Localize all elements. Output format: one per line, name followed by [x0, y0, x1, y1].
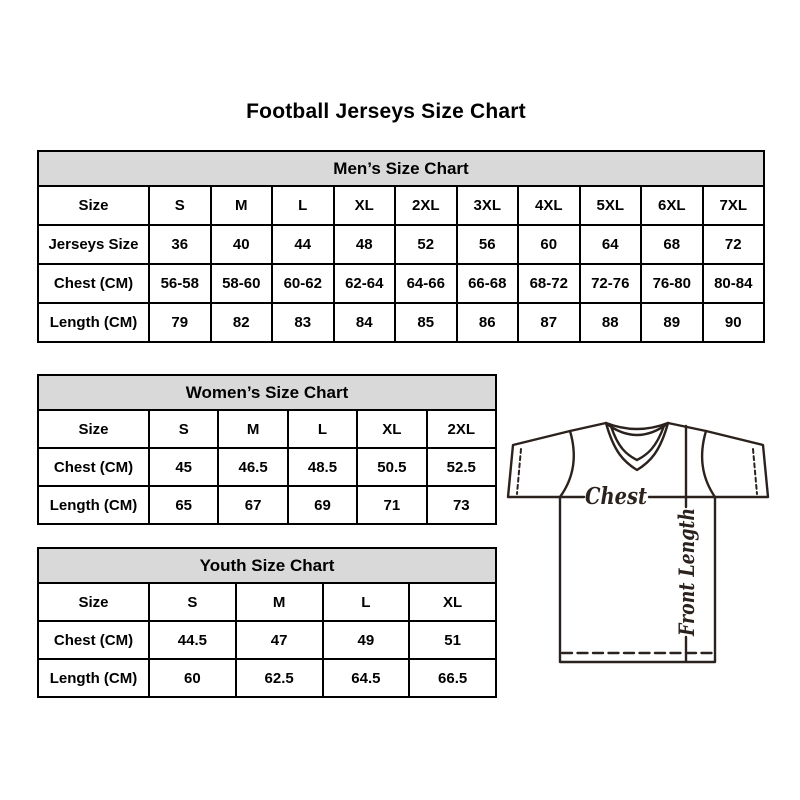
value-cell: M — [211, 186, 273, 225]
table-row — [38, 448, 496, 486]
value-cell: XL — [409, 583, 496, 621]
front-length-label: Front Length — [674, 481, 699, 636]
mens-table-title: Men’s Size Chart — [38, 151, 764, 186]
table-row — [38, 621, 496, 659]
value-cell: 83 — [272, 303, 334, 342]
value-cell: 5XL — [580, 186, 642, 225]
table-row — [38, 264, 764, 303]
value-cell: L — [272, 186, 334, 225]
table-title-row — [38, 375, 496, 410]
value-cell: 66-68 — [457, 264, 519, 303]
row-label-cell: Length (CM) — [38, 659, 149, 697]
table-row — [38, 225, 764, 264]
value-cell: S — [149, 186, 211, 225]
value-cell: 90 — [703, 303, 765, 342]
value-cell: 88 — [580, 303, 642, 342]
jersey-right-armhole — [702, 431, 715, 497]
value-cell: 6XL — [641, 186, 703, 225]
value-cell: 36 — [149, 225, 211, 264]
value-cell: 86 — [457, 303, 519, 342]
value-cell: 64.5 — [323, 659, 410, 697]
value-cell: 47 — [236, 621, 323, 659]
value-cell: XL — [357, 410, 426, 448]
value-cell: M — [218, 410, 287, 448]
table-row — [38, 486, 496, 524]
value-cell: 4XL — [518, 186, 580, 225]
value-cell: 49 — [323, 621, 410, 659]
value-cell: 60 — [149, 659, 236, 697]
value-cell: 56-58 — [149, 264, 211, 303]
jersey-left-armhole — [560, 431, 574, 497]
value-cell: 46.5 — [218, 448, 287, 486]
value-cell: 3XL — [457, 186, 519, 225]
value-cell: 40 — [211, 225, 273, 264]
value-cell: 50.5 — [357, 448, 426, 486]
value-cell: 82 — [211, 303, 273, 342]
value-cell: 51 — [409, 621, 496, 659]
value-cell: 64-66 — [395, 264, 457, 303]
value-cell: 44 — [272, 225, 334, 264]
row-label-cell: Size — [38, 186, 149, 225]
value-cell: 84 — [334, 303, 396, 342]
value-cell: 60 — [518, 225, 580, 264]
row-label-cell: Size — [38, 583, 149, 621]
row-label-cell: Size — [38, 410, 149, 448]
value-cell: 65 — [149, 486, 218, 524]
value-cell: 68-72 — [518, 264, 580, 303]
value-cell: 2XL — [395, 186, 457, 225]
youth-size-table — [37, 547, 497, 698]
value-cell: 48 — [334, 225, 396, 264]
womens-table-title: Women’s Size Chart — [38, 375, 496, 410]
table-row — [38, 659, 496, 697]
value-cell: 87 — [518, 303, 580, 342]
row-label-cell: Chest (CM) — [38, 264, 149, 303]
jersey-left-cuff-dash — [517, 449, 521, 494]
value-cell: 68 — [641, 225, 703, 264]
value-cell: 62-64 — [334, 264, 396, 303]
value-cell: 72-76 — [580, 264, 642, 303]
value-cell: 7XL — [703, 186, 765, 225]
value-cell: 80-84 — [703, 264, 765, 303]
row-label-cell: Jerseys Size — [38, 225, 149, 264]
value-cell: S — [149, 410, 218, 448]
page-title: Football Jerseys Size Chart — [246, 100, 526, 123]
womens-size-table — [37, 374, 497, 525]
value-cell: 66.5 — [409, 659, 496, 697]
value-cell: 73 — [427, 486, 496, 524]
value-cell: L — [288, 410, 357, 448]
row-label-cell: Chest (CM) — [38, 448, 149, 486]
value-cell: 64 — [580, 225, 642, 264]
value-cell: 2XL — [427, 410, 496, 448]
table-row — [38, 583, 496, 621]
value-cell: 67 — [218, 486, 287, 524]
table-row — [38, 410, 496, 448]
value-cell: S — [149, 583, 236, 621]
row-label-cell: Chest (CM) — [38, 621, 149, 659]
value-cell: 44.5 — [149, 621, 236, 659]
jersey-measurement-diagram-icon — [498, 413, 772, 668]
value-cell: L — [323, 583, 410, 621]
row-label-cell: Length (CM) — [38, 486, 149, 524]
jersey-right-cuff-dash — [753, 449, 757, 494]
value-cell: 52 — [395, 225, 457, 264]
value-cell: 69 — [288, 486, 357, 524]
mens-size-table — [37, 150, 765, 343]
value-cell: 58-60 — [211, 264, 273, 303]
value-cell: 52.5 — [427, 448, 496, 486]
table-title-row — [38, 151, 764, 186]
table-row — [38, 186, 764, 225]
value-cell: XL — [334, 186, 396, 225]
value-cell: 45 — [149, 448, 218, 486]
youth-table-title: Youth Size Chart — [38, 548, 496, 583]
value-cell: M — [236, 583, 323, 621]
row-label-cell: Length (CM) — [38, 303, 149, 342]
table-title-row — [38, 548, 496, 583]
value-cell: 60-62 — [272, 264, 334, 303]
value-cell: 79 — [149, 303, 211, 342]
value-cell: 76-80 — [641, 264, 703, 303]
value-cell: 71 — [357, 486, 426, 524]
value-cell: 62.5 — [236, 659, 323, 697]
value-cell: 85 — [395, 303, 457, 342]
table-row — [38, 303, 764, 342]
chest-label: Chest — [585, 483, 648, 510]
value-cell: 48.5 — [288, 448, 357, 486]
value-cell: 56 — [457, 225, 519, 264]
value-cell: 89 — [641, 303, 703, 342]
value-cell: 72 — [703, 225, 765, 264]
